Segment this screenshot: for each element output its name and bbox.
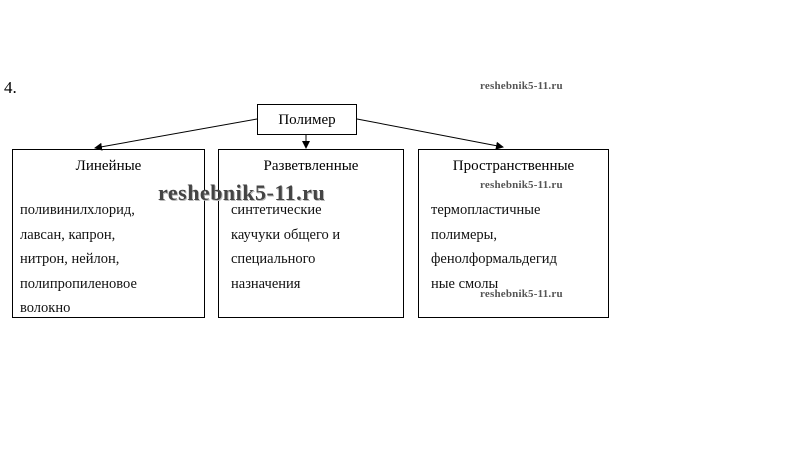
root-node-polymer — [257, 104, 357, 135]
category-item: синтетические — [231, 202, 322, 218]
arrow-to-linear — [95, 119, 257, 148]
category-item: лавсан, капрон, — [20, 226, 116, 243]
category-branched — [218, 149, 404, 318]
category-item: полимеры, — [431, 226, 498, 243]
category-title: Линейные — [75, 158, 142, 174]
category-item: полипропиленовое — [20, 275, 137, 292]
watermark-large: reshebnik5-11.ru — [158, 180, 326, 205]
category-item: ные смолы — [431, 275, 499, 292]
category-title: Разветвленные — [263, 158, 359, 174]
category-item: поливинилхлорид, — [20, 202, 135, 218]
category-item: волокно — [20, 300, 71, 316]
root-node-label: Полимер — [278, 112, 336, 128]
watermark-top: reshebnik5-11.ru — [480, 80, 563, 92]
watermark-mid: reshebnik5-11.ru — [480, 179, 563, 191]
task-number: 4. — [4, 78, 17, 97]
category-title: Пространственные — [452, 158, 575, 174]
category-item: каучуки общего и — [231, 226, 341, 243]
category-linear — [12, 149, 205, 318]
category-item: специального — [231, 251, 316, 267]
category-item: нитрон, нейлон, — [20, 251, 120, 267]
category-item: термопластичные — [431, 202, 541, 218]
watermark-bottom: reshebnik5-11.ru — [480, 288, 563, 300]
category-item: фенолформальдегид — [431, 251, 557, 267]
category-item: назначения — [231, 275, 301, 292]
arrow-to-spatial — [357, 119, 503, 147]
